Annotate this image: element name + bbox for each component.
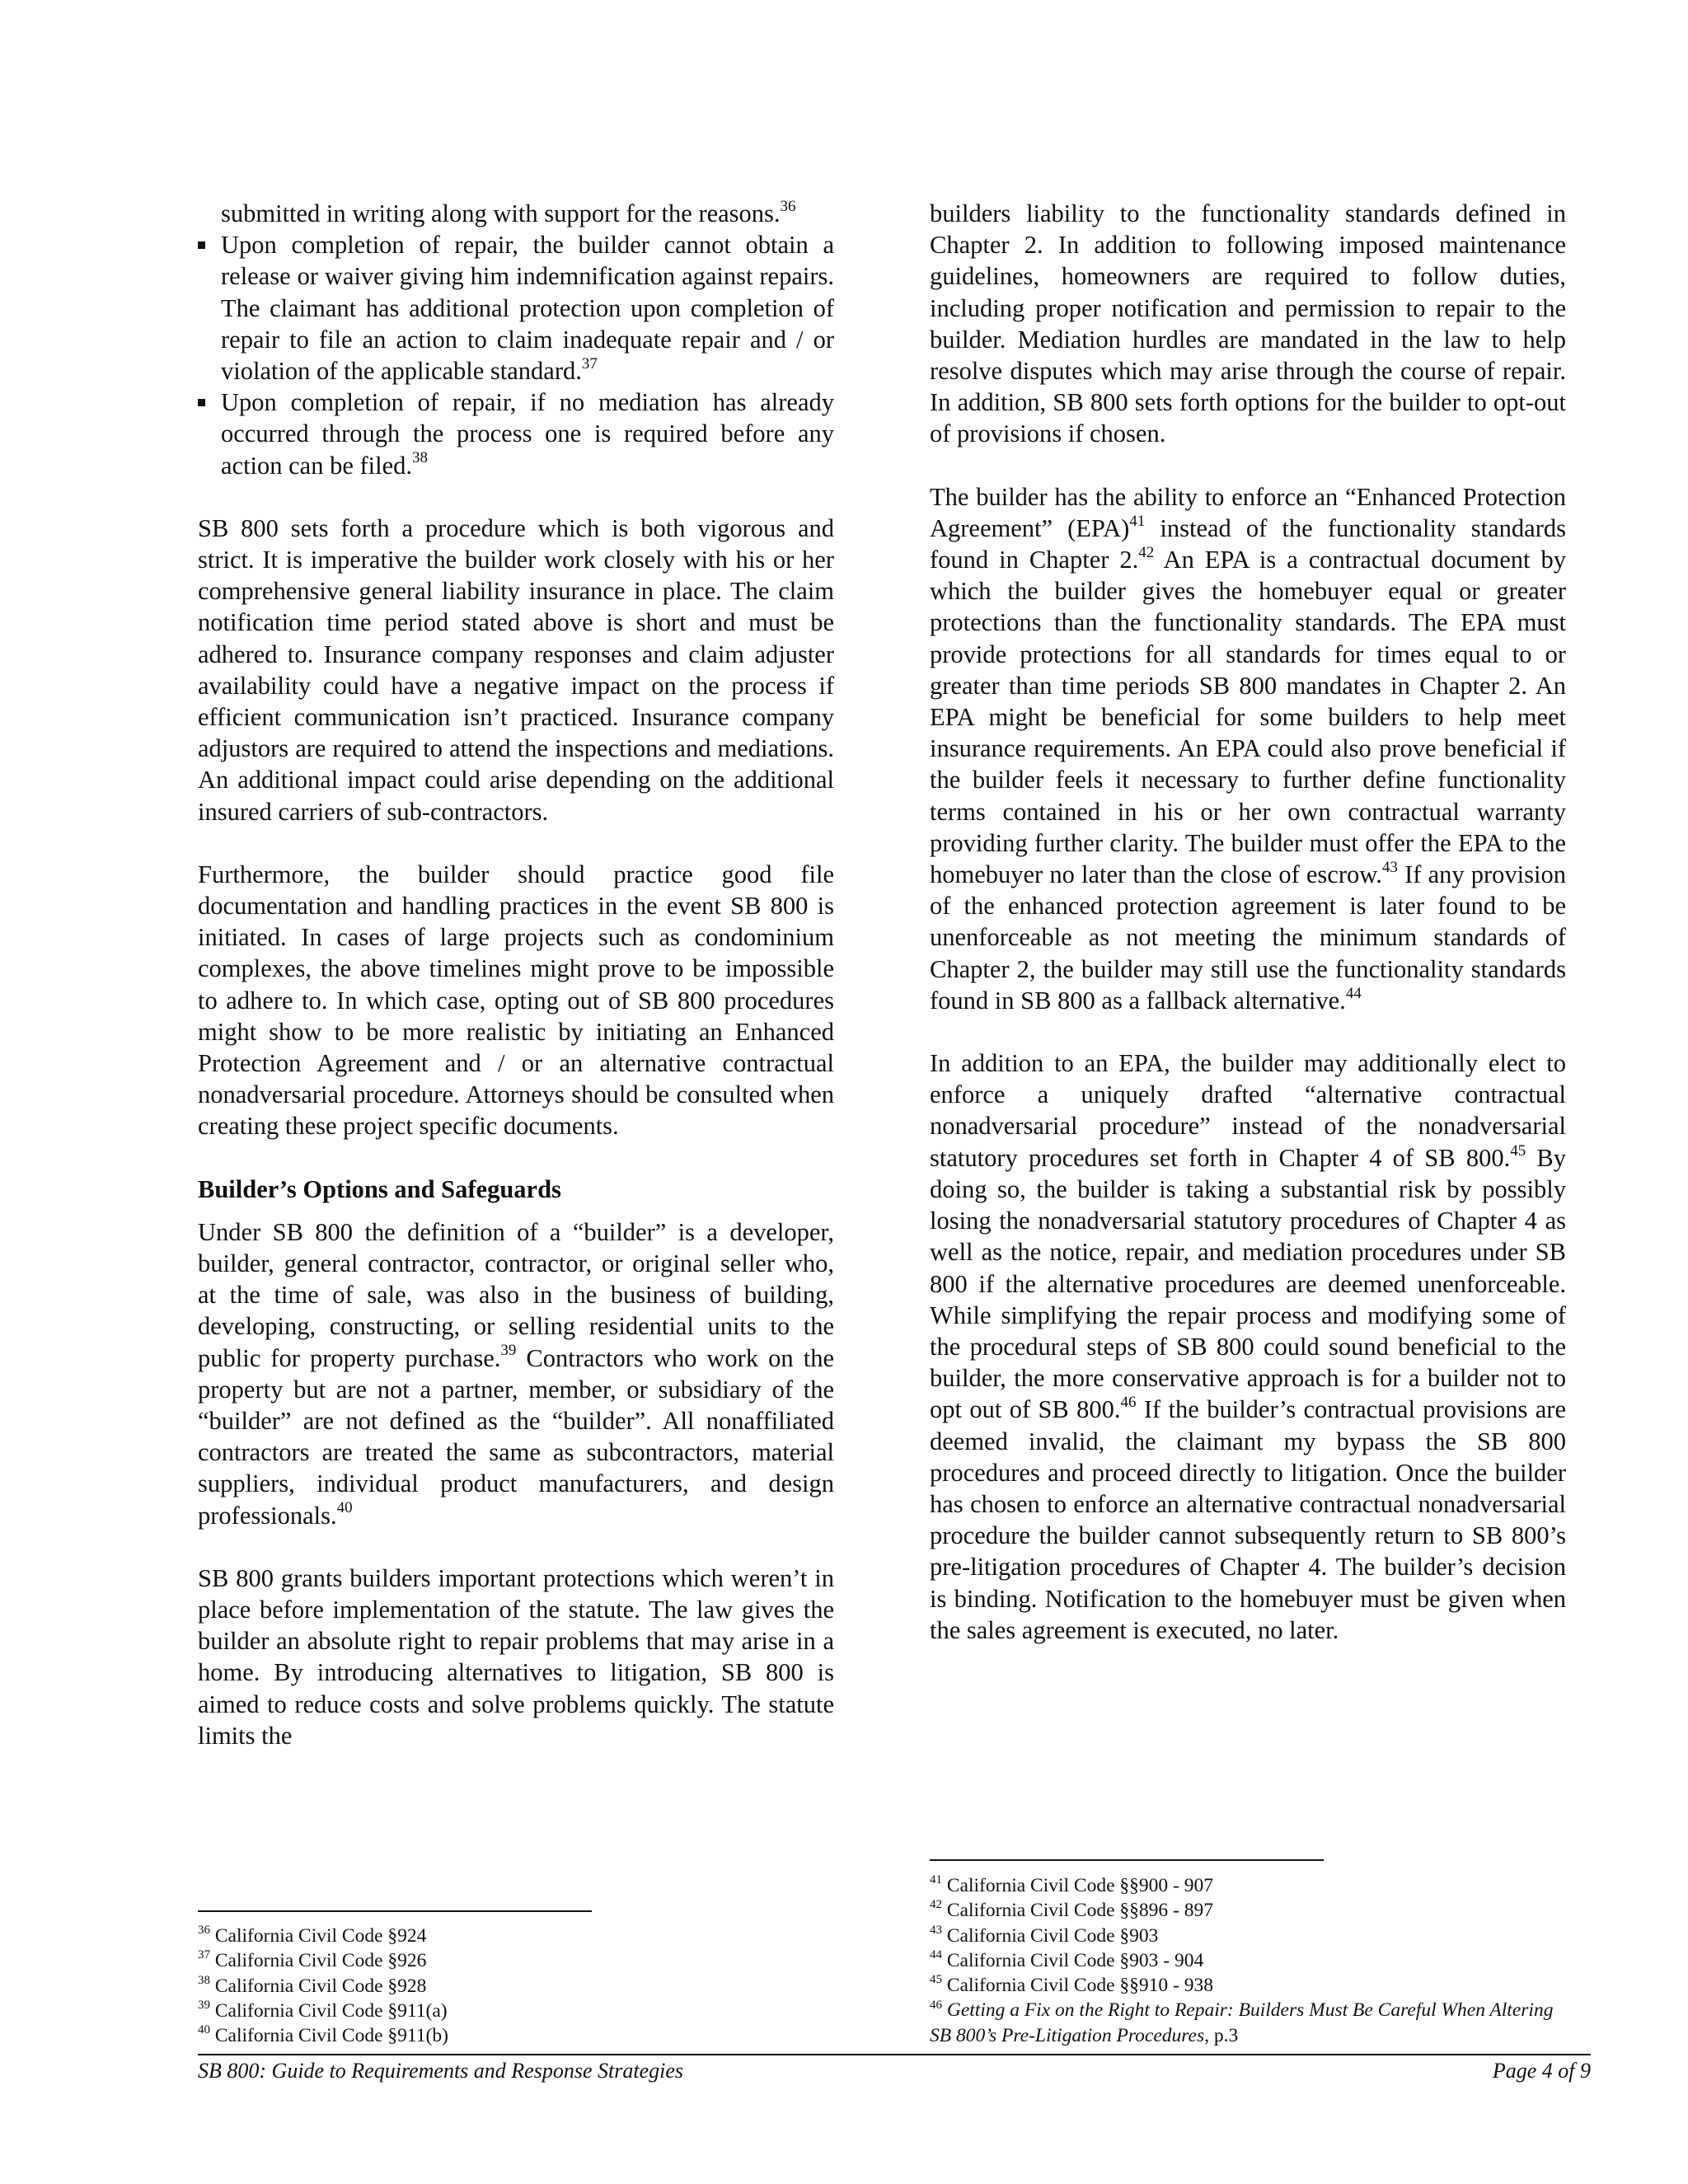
footnote-separator [198, 1910, 592, 1912]
footnote: $^{38}$ California Civil Code §928 [198, 1973, 427, 1997]
footnote: $^{39}$ California Civil Code §911(a) [198, 1999, 448, 2022]
footer-title: SB 800: Guide to Requirements and Response Strategies [198, 2059, 683, 2083]
section-heading: Builder’s Options and Safeguards [198, 1174, 561, 1203]
footnote-separator [930, 1859, 1324, 1861]
paragraph: Furthermore, the builder should practice good file documentation and handling practices in the event SB 800 is initiated. In cases of large projects such as condominium complexes, the above timelines might prove to be impossible to adhere to. In which case, opting out of SB 800 procedures might show to be more realistic by initiating an Enhanced Protection Agreement and / or an alternative contractual nonadversarial procedure. Attorneys should be consulted when creating these project specific documents. [198, 860, 834, 1141]
footer-rule [198, 2054, 1591, 2055]
footnote: $^{46}$ Getting a Fix on the Right to Repair: Builders Must Be Careful When Altering SB 800’s Pre-Litigation Procedures, p.3 [930, 1998, 1554, 2046]
paragraph: Under SB 800 the definition of a “builder” is a developer, builder, general contractor, contractor, or original seller who, at the time of sale, was also in the business of building, developing, constructing, or selling residential units to the public for property purchase.$^{39}$ Contractors who work on the property but are not a partner, member, or subsidiary of the “builder” are not defined as the “builder”. All nonaffiliated contractors are treated the same as subcontractors, material suppliers, individual product manufacturers, and design professionals.$^{40}$ [198, 1217, 834, 1530]
left-column [198, 198, 834, 1751]
footnote: $^{36}$ California Civil Code §924 [198, 1924, 427, 1947]
footnotes-right [930, 1873, 1589, 2048]
paragraph: In addition to an EPA, the builder may additionally elect to enforce a uniquely drafted “alternative contractual nonadversarial procedure” instead of the nonadversarial statutory procedures set forth in Chapter 4 of SB 800.45 By doing so, the builder is taking a substantial risk by possibly losing the nonadversarial statutory procedures of Chapter 4 as well as the notice, repair, and mediation procedures under SB 800 if the alternative procedures are deemed unenforceable. While simplifying the repair process and modifying some of the procedural steps of SB 800 could sound beneficial to the builder, the more conservative approach is for a builder not to opt out of SB 800.46 If the builder’s contractual provisions are deemed invalid, the claimant my bypass the SB 800 procedures and proceed directly to litigation. Once the builder has chosen to enforce an alternative contractual nonadversarial procedure the builder cannot subsequently return to SB 800’s pre-litigation procedures of Chapter 4. The builder’s decision is binding. Notification to the homebuyer must be given when the sales agreement is executed, no later. [930, 1049, 1567, 1644]
bullet-item: Upon completion of repair, if no mediation has already occurred through the process one is required before any action can be filed.$^{38}$ [198, 387, 834, 481]
right-column [930, 198, 1566, 1646]
paragraph: SB 800 grants builders important protections which weren’t in place before implementation of the statute. The law gives the builder an absolute right to repair problems that may arise in a home. By introducing alternatives to litigation, SB 800 is aimed to reduce costs and solve problems quickly. The statute limits the [198, 1563, 834, 1750]
footnote: $^{40}$ California Civil Code §911(b) [198, 2023, 448, 2047]
paragraph: builders liability to the functionality standards defined in Chapter 2. In addition to following imposed maintenance guidelines, homeowners are required to follow duties, including proper notification and permission to repair to the builder. Mediation hurdles are mandated in the law to help resolve disputes which may arise through the course of repair. In addition, SB 800 sets forth options for the builder to opt-out of provisions if chosen. [930, 199, 1566, 448]
bullet-list [198, 229, 834, 481]
footnotes-left [198, 1924, 857, 2048]
footnote: $^{44}$ California Civil Code §903 - 904 [930, 1948, 1204, 1971]
footnote: $^{43}$ California Civil Code §903 [930, 1923, 1159, 1947]
footnote: $^{41}$ California Civil Code §§900 - 907 [930, 1873, 1213, 1896]
paragraph: The builder has the ability to enforce an “Enhanced Protection Agreement” (EPA)$^{41}$ instead of the functionality standards found in Chapter 2.42 An EPA is a contractual document by which the builder gives the homebuyer equal or greater protections than the functionality standards. The EPA must provide protections for all standards for times equal to or greater than time periods SB 800 mandates in Chapter 2. An EPA might be beneficial for some builders to help meet insurance requirements. An EPA could also prove beneficial if the builder feels it necessary to further define functionality terms contained in his or her own contractual warranty providing further clarity. The builder must offer the EPA to the homebuyer no later than the close of escrow.$^{43}$ If any provision of the enhanced protection agreement is later found to be unenforceable as not meeting the minimum standards of Chapter 2, the builder may still use the functionality standards found in SB 800 as a fallback alternative.$^{44}$ [930, 482, 1567, 1015]
page-number: Page 4 of 9 [1492, 2059, 1591, 2083]
footnote: $^{42}$ California Civil Code §§896 - 897 [930, 1898, 1213, 1922]
paragraph: SB 800 sets forth a procedure which is both vigorous and strict. It is imperative the builder work closely with his or her comprehensive general liability insurance in place. The claim notification time period stated above is short and must be adhered to. Insurance company responses and claim adjuster availability could have a negative impact on the process if efficient communication isn’t practiced. Insurance company adjustors are required to attend the inspections and mediations. An additional impact could arise depending on the additional insured carriers of sub-contractors. [198, 513, 834, 826]
footnote: $^{37}$ California Civil Code §926 [198, 1948, 427, 1972]
bullet-item: Upon completion of repair, the builder cannot obtain a release or waiver giving him indemnification against repairs. The claimant has additional protection upon completion of repair to file an action to claim inadequate repair and / or violation of the applicable standard.$^{37}$ [198, 229, 834, 387]
bullet-continuation: submitted in writing along with support for the reasons.$^{36}$ [221, 197, 796, 227]
footnote: $^{45}$ California Civil Code §§910 - 938 [930, 1973, 1213, 1997]
